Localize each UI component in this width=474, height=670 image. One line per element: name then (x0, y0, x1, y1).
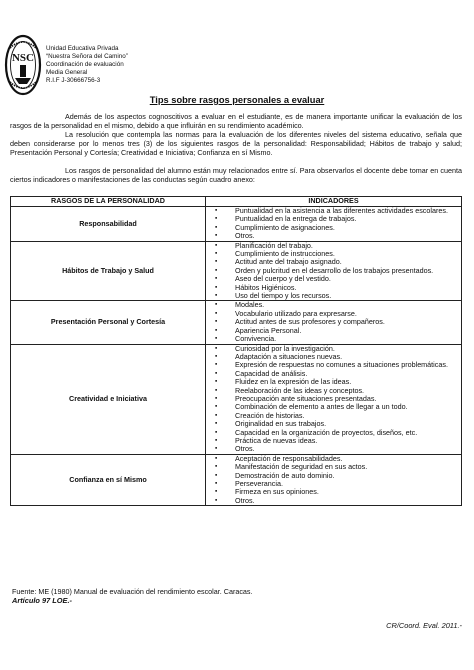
source-note: Fuente: ME (1980) Manual de evaluación del rendimiento escolar. Caracas. (12, 587, 253, 596)
indicator-item: ▪ Preocupación ante situaciones presentadas. (206, 395, 461, 403)
indicator-item: ▪ Práctica de nuevas ideas. (206, 437, 461, 445)
table-row (11, 207, 462, 242)
indicator-item: ▪ Uso del tiempo y los recursos. (206, 292, 461, 300)
indicator-item: ▪ Expresión de respuestas no comunes a situaciones problemáticas. (206, 361, 461, 369)
indicator-item: ▪ Otros. (206, 232, 461, 240)
indicator-item: ▪ Modales. (206, 301, 461, 309)
indicator-item: ▪ Aseo del cuerpo y del vestido. (206, 275, 461, 283)
trait-name: Confianza en sí Mismo (11, 454, 206, 505)
header-indicators: INDICADORES (206, 197, 462, 207)
personality-traits-table (10, 196, 462, 506)
indicator-item: ▪ Curiosidad por la investigación. (206, 345, 461, 353)
indicator-cell (206, 344, 462, 454)
indicator-item: ▪ Combinación de elemento a antes de llegar a un todo. (206, 403, 461, 411)
indicator-item: ▪ Puntualidad en la entrega de trabajos. (206, 215, 461, 223)
header-traits: RASGOS DE LA PERSONALIDAD (11, 197, 206, 207)
header-line-3: Coordinación de evaluación (46, 61, 124, 68)
header-line-2: “Nuestra Señora del Camino” (46, 53, 128, 60)
indicator-list (206, 345, 461, 454)
indicator-cell (206, 454, 462, 505)
indicator-item: ▪ Adaptación a situaciones nuevas. (206, 353, 461, 361)
indicator-item: ▪ Firmeza en sus opiniones. (206, 488, 461, 496)
indicator-item: ▪ Fluidez en la expresión de las ideas. (206, 378, 461, 386)
indicator-cell (206, 241, 462, 301)
institution-header (46, 45, 128, 85)
indicator-item: ▪ Capacidad de análisis. (206, 370, 461, 378)
indicator-item: ▪ Reelaboración de las ideas y conceptos. (206, 387, 461, 395)
trait-name: Responsabilidad (11, 207, 206, 242)
trait-name: Creatividad e Iniciativa (11, 344, 206, 454)
indicator-item: ▪ Cumplimiento de instrucciones. (206, 250, 461, 258)
indicator-item: ▪ Demostración de auto dominio. (206, 472, 461, 480)
indicator-cell (206, 301, 462, 344)
seal-letters: NSC (11, 52, 35, 64)
table-row (11, 241, 462, 301)
indicator-item: ▪ Creación de historias. (206, 412, 461, 420)
indicator-item: ▪ Planificación del trabajo. (206, 242, 461, 250)
indicator-list (206, 455, 461, 505)
indicator-list (206, 207, 461, 241)
indicator-item: ▪ Cumplimiento de asignaciones. (206, 224, 461, 232)
indicator-item: ▪ Convivencia. (206, 335, 461, 343)
indicator-item: ▪ Hábitos Higiénicos. (206, 284, 461, 292)
signature-note: CR/Coord. Eval. 2011.- (386, 621, 462, 630)
trait-name: Presentación Personal y Cortesía (11, 301, 206, 344)
indicator-item: ▪ Aceptación de responsabilidades. (206, 455, 461, 463)
indicator-item: ▪ Puntualidad en la asistencia a las diferentes actividades escolares. (206, 207, 461, 215)
header-line-1: Unidad Educativa Privada (46, 45, 119, 52)
indicator-item: ▪ Apariencia Personal. (206, 327, 461, 335)
indicator-item: ▪ Originalidad en sus trabajos. (206, 420, 461, 428)
table-header-row (11, 197, 462, 207)
intro-paragraph-1: Además de los aspectos cognoscitivos a evaluar en el estudiante, es de manera importante unificar la evaluación de los rasgos de la personalidad en el mismo, debido a que influirán en su rendimiento académico. (10, 112, 462, 130)
table-row (11, 301, 462, 344)
indicator-item: ▪ Otros. (206, 445, 461, 453)
table-row (11, 344, 462, 454)
table-row (11, 454, 462, 505)
trait-name: Hábitos de Trabajo y Salud (11, 241, 206, 301)
document-title: Tips sobre rasgos personales a evaluar (149, 95, 325, 105)
indicator-item: ▪ Manifestación de seguridad en sus actos. (206, 463, 461, 471)
header-line-4: Media General (46, 69, 88, 76)
indicator-item: ▪ Otros. (206, 497, 461, 505)
indicator-list (206, 301, 461, 343)
indicator-item: ▪ Capacidad en la organización de proyectos, diseños, etc. (206, 429, 461, 437)
indicator-item: ▪ Orden y pulcritud en el desarrollo de los trabajos presentados. (206, 267, 461, 275)
indicator-item: ▪ Perseverancia. (206, 480, 461, 488)
indicator-item: ▪ Actitud antes de sus profesores y compañeros. (206, 318, 461, 326)
header-line-5: R.I.F J-30666756-3 (46, 77, 101, 84)
school-seal-icon (4, 34, 42, 96)
indicator-list (206, 242, 461, 301)
intro-paragraph-2: La resolución que contempla las normas para la evaluación de los diferentes niveles del sistema educativo, señala que deben considerarse por lo menos tres (3) de los siguientes rasgos de la personalidad: Responsabilidad; Hábitos de trabajo y salud; Presentación Personal y Cortesía; Creatividad e Iniciativa; Confianza en sí Mismo. (10, 130, 462, 157)
indicator-cell (206, 207, 462, 242)
indicator-item: ▪ Actitud ante del trabajo asignado. (206, 258, 461, 266)
intro-paragraph-3: Los rasgos de personalidad del alumno están muy relacionados entre sí. Para observarlos el docente debe tomar en cuenta ciertos indicadores o manifestaciones de las conductas según cuadro anexo: (10, 166, 462, 184)
indicator-item: ▪ Vocabulario utilizado para expresarse. (206, 310, 461, 318)
article-reference: Artículo 97 LOE.- (12, 596, 72, 605)
